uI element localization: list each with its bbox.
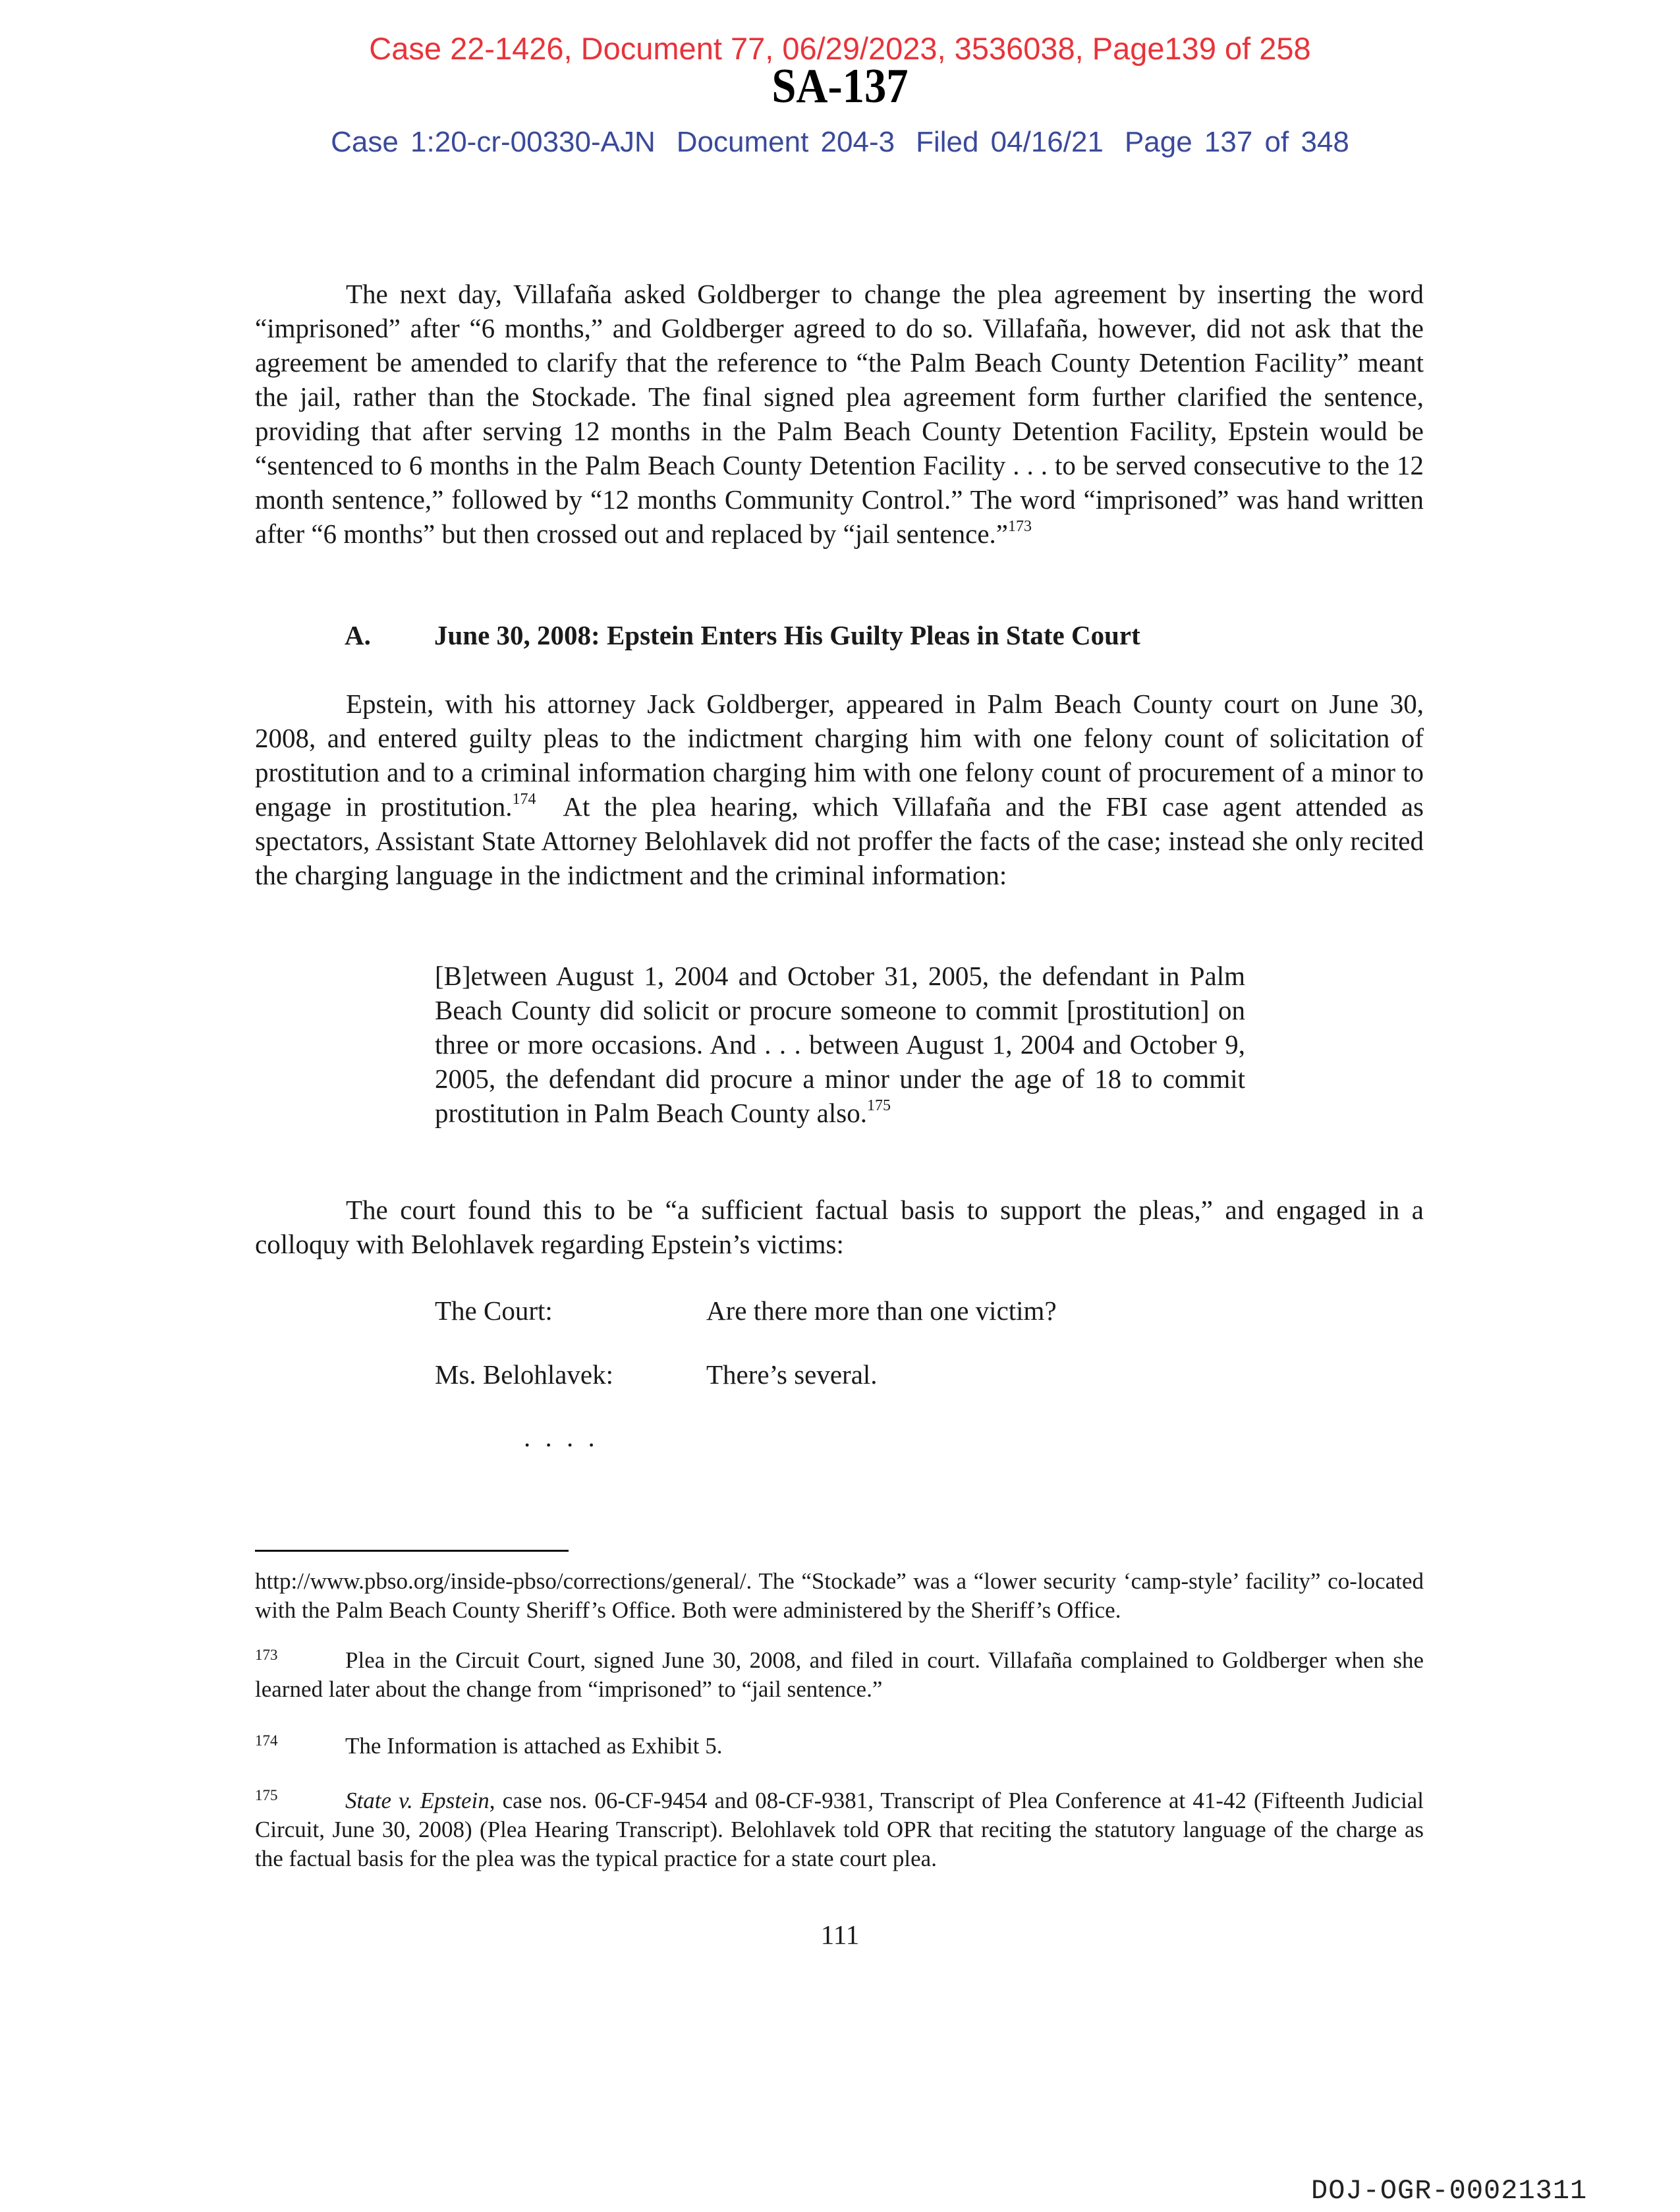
bates-number: DOJ-OGR-00021311 bbox=[1311, 2175, 1588, 2207]
footnote-body bbox=[255, 1786, 1424, 1873]
omission-ellipsis: . . . . bbox=[524, 1422, 599, 1452]
footnote-ref-174[interactable]: 174 bbox=[512, 791, 536, 808]
footnote-173 bbox=[255, 1646, 1424, 1704]
body-paragraph-3: The court found this to be “a sufficient factual basis to support the pleas,” and engaged in a colloquy with Belohlavek regarding Epstein’s victims: bbox=[255, 1195, 1424, 1259]
footnote-continuation: http://www.pbso.org/inside-pbso/corrections/general/. The “Stockade” was a “lower security ‘camp-style’ facility” co-located with the Palm Beach County Sheriff’s Office. Both were administered by the Sheriff’s Office. bbox=[255, 1568, 1424, 1623]
body-paragraph-1 bbox=[255, 277, 1424, 551]
page-number: 111 bbox=[820, 1919, 860, 1950]
district-document-number: Document 204-3 bbox=[676, 126, 895, 158]
footnote-174 bbox=[255, 1732, 1424, 1761]
district-case-stamp bbox=[0, 124, 1680, 161]
footnote-separator bbox=[255, 1550, 569, 1552]
colloquy-line bbox=[435, 1357, 878, 1392]
quote-text: [B]etween August 1, 2004 and October 31, 2005, the defendant in Palm Beach County did solicit or procure someone to commit [prostitution] on three or more occasions. And . . . between August 1, 2004 and October 9, 2005, the defendant did procure a minor under the age of 18 to commit prostitution in Palm Beach County also. bbox=[435, 961, 1245, 1128]
section-letter: A. bbox=[345, 620, 371, 650]
colloquy-statement: Are there more than one victim? bbox=[706, 1295, 1057, 1326]
colloquy-speaker: The Court: bbox=[435, 1295, 553, 1326]
body-paragraph-2 bbox=[255, 687, 1431, 892]
colloquy-line bbox=[435, 1293, 1057, 1328]
district-filed-date: Filed 04/16/21 bbox=[916, 126, 1104, 158]
footnote-number: 173 bbox=[255, 1647, 278, 1663]
footnote-number: 175 bbox=[255, 1787, 278, 1803]
footnote-ref-175[interactable]: 175 bbox=[866, 1097, 891, 1114]
case-citation: State v. Epstein bbox=[345, 1788, 490, 1813]
colloquy-statement: There’s several. bbox=[706, 1359, 878, 1390]
paragraph-text: The next day, Villafaña asked Goldberger to change the plea agreement by inserting the word “imprisoned” after “6 months,” and Goldberger agreed to do so. Villafaña, however, did not ask that the agreement be amended to clarify that the reference to “the Palm Beach County Detention Facility” meant the jail, rather than the Stockade. The final signed plea agreement form further clarified the sentence, providing that after serving 12 months in the Palm Beach County Detention Facility, Epstein would be “sentenced to 6 months in the Palm Beach County Detention Facility . . . to be served consecutive to the 12 month sentence,” followed by “12 months Community Control.” The word “imprisoned” was hand written after “6 months” but then crossed out and replaced by “jail sentence.” bbox=[255, 279, 1424, 549]
footnote-175 bbox=[255, 1786, 1424, 1873]
colloquy-speaker: Ms. Belohlavek: bbox=[435, 1359, 614, 1390]
footnote-text: The Information is attached as Exhibit 5. bbox=[345, 1733, 723, 1759]
district-page-count: Page 137 of 348 bbox=[1124, 126, 1349, 158]
section-title: June 30, 2008: Epstein Enters His Guilty Pleas in State Court bbox=[434, 620, 1140, 650]
block-quote bbox=[435, 959, 1245, 1130]
appellate-case-stamp: Case 22-1426, Document 77, 06/29/2023, 3536038, Page139 of 258 bbox=[369, 31, 1311, 66]
district-case-number: Case 1:20-cr-00330-AJN bbox=[331, 126, 656, 158]
footnote-ref-173[interactable]: 173 bbox=[1008, 518, 1032, 535]
paragraph-text-continued: At the plea hearing, which Villafaña and the FBI case agent attended as spectators, Assistant State Attorney Belohlavek did not proffer the facts of the case; instead she only recited the charging language in the indictment and the criminal information: bbox=[255, 791, 1431, 890]
section-heading-a bbox=[345, 618, 1140, 652]
footnote-text: , case nos. 06-CF-9454 and 08-CF-9381, Transcript of Plea Conference at 41-42 (Fifteenth Judicial Circuit, June 30, 2008) (Plea Hearing Transcript). Belohlavek told OPR that reciting the statutory language of the charge as the factual basis for the plea was the typical practice for a state court plea. bbox=[255, 1788, 1424, 1871]
footnote-number: 174 bbox=[255, 1732, 278, 1749]
sa-page-label: SA-137 bbox=[771, 59, 909, 113]
paragraph-text: Epstein, with his attorney Jack Goldberger, appeared in Palm Beach County court on June 30, 2008, and entered guilty pleas to the indictment charging him with one felony count of solicitation of prostitution and to a criminal information charging him with one felony count of procurement of a minor to engage in prostitution. bbox=[255, 689, 1424, 822]
footnote-text: Plea in the Circuit Court, signed June 30, 2008, and filed in court. Villafaña complained to Goldberger when she learned later about the change from “imprisoned” to “jail sentence.” bbox=[255, 1647, 1424, 1702]
